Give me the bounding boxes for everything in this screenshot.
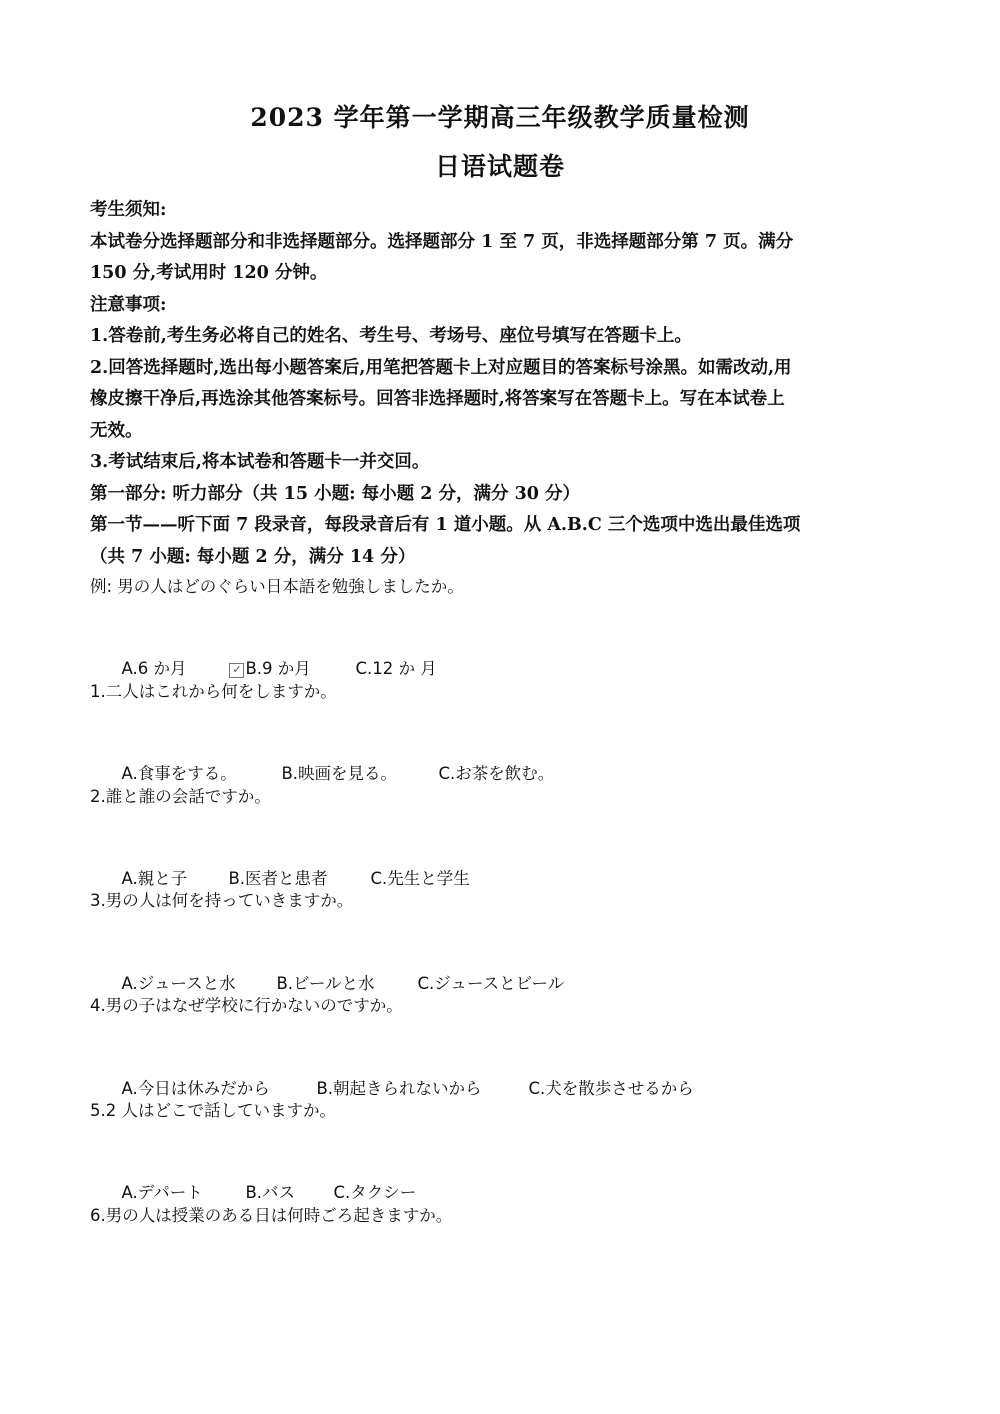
option-c: C.先生と学生 bbox=[370, 868, 470, 888]
exam-instructions bbox=[90, 195, 920, 573]
attention-item: 3.考试结束后,将本试卷和答题卡一并交回。 bbox=[90, 452, 430, 472]
question-text: 5.2 人はどこで話していますか。 bbox=[90, 1100, 336, 1120]
notice-line: 150 分,考试用时 120 分钟。 bbox=[90, 263, 328, 283]
option-b: B.9 か月 bbox=[245, 659, 311, 679]
attention-item: 橡皮擦干净后,再选涂其他答案标号。回答非选择题时,将答案写在答题卡上。写在本试卷上 bbox=[90, 389, 785, 409]
question-options bbox=[90, 939, 920, 991]
option-a: A.6 か月 bbox=[121, 659, 187, 679]
attention-item: 无效。 bbox=[90, 420, 143, 441]
option-c: C.ジュースとビール bbox=[417, 973, 565, 993]
attention-heading: 注意事项: bbox=[90, 294, 167, 315]
question-text: 2.誰と誰の会話ですか。 bbox=[90, 786, 271, 806]
option-c: C.お茶を飲む。 bbox=[438, 764, 555, 784]
exam-subtitle: 日语试题卷 bbox=[434, 152, 565, 181]
option-a: A.ジュースと水 bbox=[121, 973, 236, 993]
example-question: 例: 男の人はどのぐらい日本語を勉強しましたか。 bbox=[90, 577, 464, 596]
notice-line: 本试卷分选择题部分和非选择题部分。选择题部分 1 至 7 页，非选择题部分第 7 页。满分 bbox=[90, 231, 794, 252]
question-text: 1.二人はこれから何をしますか。 bbox=[90, 681, 337, 701]
question-text: 3.男の人は何を持っていきますか。 bbox=[90, 891, 354, 911]
section-heading: 第一节——听下面 7 段录音，每段录音后有 1 道小题。从 A.B.C 三个选项中选出最佳选项 bbox=[90, 515, 801, 535]
option-a: A.デパート bbox=[121, 1183, 203, 1203]
option-a: A.食事をする。 bbox=[121, 764, 237, 784]
listening-questions bbox=[90, 572, 920, 1253]
section-heading: （共 7 小题: 每小题 2 分，满分 14 分） bbox=[90, 546, 416, 567]
question-options bbox=[90, 1148, 920, 1203]
option-b: B.朝起きられないから bbox=[316, 1078, 482, 1098]
check-box-icon: ✓ bbox=[229, 663, 244, 678]
option-c: C.タクシー bbox=[333, 1183, 417, 1203]
question-options bbox=[90, 729, 920, 784]
question-text: 6.男の人は授業のある日は何時ごろ起きますか。 bbox=[90, 1205, 453, 1225]
option-b: B.映画を見る。 bbox=[281, 764, 398, 784]
question-text: 4.男の子はなぜ学校に行かないのですか。 bbox=[90, 996, 403, 1016]
attention-item: 1.答卷前,考生务必将自己的姓名、考生号、考场号、座位号填写在答题卡上。 bbox=[90, 326, 692, 346]
question-options bbox=[90, 1044, 920, 1096]
question-options bbox=[90, 834, 920, 886]
part-heading: 第一部分: 听力部分（共 15 小题: 每小题 2 分，满分 30 分） bbox=[90, 483, 581, 504]
option-b: B.医者と患者 bbox=[228, 868, 328, 888]
option-c: C.犬を散歩させるから bbox=[528, 1078, 694, 1098]
exam-title: 2023 学年第一学期高三年级教学质量检测 bbox=[250, 103, 750, 132]
option-a: A.今日は休みだから bbox=[121, 1078, 270, 1098]
notice-heading: 考生须知: bbox=[90, 200, 167, 220]
option-b: B.ビールと水 bbox=[276, 973, 375, 993]
option-b: B.バス bbox=[245, 1183, 296, 1203]
option-a: A.親と子 bbox=[121, 868, 188, 888]
example-options bbox=[90, 624, 920, 679]
option-c: C.12 か 月 bbox=[355, 659, 437, 679]
attention-item: 2.回答选择题时,选出每小题答案后,用笔把答题卡上对应题目的答案标号涂黑。如需改动,用 bbox=[90, 357, 792, 378]
